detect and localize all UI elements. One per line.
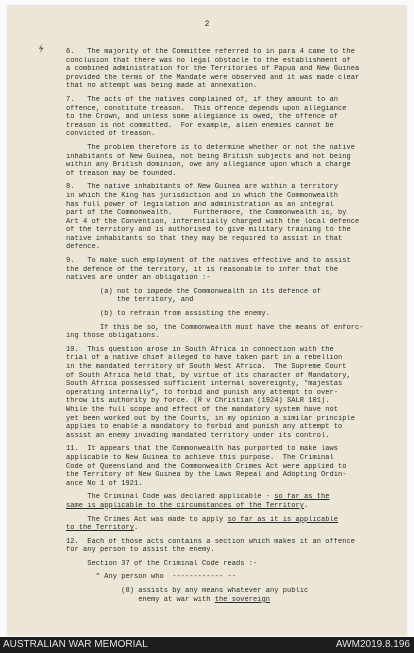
line-text: (8) assists by any means whatever any public [66,587,309,596]
text-line [66,560,396,569]
text-line [66,397,396,406]
text-line [66,183,396,192]
underlined-text: same is applicable to the circumstances of the Territory [66,501,305,510]
line-text: . [304,501,309,510]
text-line [66,170,396,179]
paragraph [66,516,396,533]
text-line [66,153,396,162]
page-number: 2 [204,20,210,29]
paragraph [66,257,396,283]
text-line [66,192,396,201]
paragraph [66,560,396,569]
text-line [66,372,396,381]
text-line [66,48,396,57]
line-text: the defence of the territory, it is reasonable to infer that the [66,265,339,274]
text-line [66,257,396,266]
text-line [66,324,396,333]
line-text: of treason may be founded. [66,169,177,178]
text-line [66,480,396,489]
text-line [66,445,396,454]
line-text: " Any person who ------------ -- [66,573,237,582]
paragraph [66,445,396,488]
text-line [66,573,396,582]
text-line [66,310,396,319]
line-text: of South Africa held that, by virtue of its character of Mandatory, [66,371,351,380]
text-line [66,346,396,355]
margin-mark: ⚡ [36,43,47,56]
footer-bar [0,637,414,653]
line-text: The Crimes Act was made to apply [66,515,228,524]
line-text: natives are under an obligation :- [66,274,211,283]
text-line [66,463,396,472]
line-text: native inhabitants so that they may be required to assist in that [66,234,343,243]
line-text: the Territory of New Guinea by the Laws Repeal and Adopting Ordin- [66,471,347,480]
text-line [66,296,396,305]
paragraph [66,346,396,441]
text-line [66,493,396,502]
text-line [66,454,396,463]
line-text: offence, constitute treason. This offence depends upon allegiance [66,104,347,113]
text-line [66,105,396,114]
line-text: While the full scope and effect of the mandatory system have not [66,405,339,414]
text-line [66,74,396,83]
text-line [66,288,396,297]
line-text: ing those obligations. [66,332,160,341]
text-line [66,538,396,547]
line-text: South Africa possessed sufficient internal sovereignty, "majestas [66,380,343,389]
text-line [66,161,396,170]
text-line [66,380,396,389]
footer-accession-number: AWM2019.8.196 [335,639,410,650]
line-text: The Criminal Code was declared applicable - [66,493,275,502]
line-text: If this be so, the Commonwealth must have the means of enforc- [66,323,364,332]
paragraph [66,96,396,139]
line-text: 12. Each of those acts contains a section which makes it an offence [66,537,356,546]
line-text: part of the Commonwealth. Furthermore, the Commonwealth is, by [66,209,347,218]
line-text: The problem therefore is to determine whether or not the native [66,143,356,152]
text-line [66,332,396,341]
line-text: Section 37 of the Criminal Code reads :- [66,559,258,568]
text-line [66,406,396,415]
line-text: provided the terms of the Mandate were observed and it was made clear [66,73,360,82]
underlined-text: so far as it is applicable [227,515,339,524]
line-text: throw its authority by force. (R v Christian (1924) SALR 101). [66,397,330,406]
text-line [66,209,396,218]
document-body [66,48,396,604]
document-page [8,6,406,635]
line-text: applicable to New Guinea to achieve this purpose. The Criminal [66,453,334,462]
line-text: operating internally", to forbid and punish any attempt to over- [66,388,339,397]
line-text: in which the King has jurisdiction and in which the Commonwealth [66,191,339,200]
text-line [66,354,396,363]
line-text: defence. [66,243,101,252]
paragraph [66,144,396,178]
line-text: Art 4 of the Convention, inferentially charged with the local defence [66,217,360,226]
text-line [66,471,396,480]
line-text: the territory, and [66,296,194,305]
line-text: 6. The majority of the Committee referred to in para 4 came to the [66,48,356,56]
text-line [66,502,396,511]
text-line [66,82,396,91]
paragraph [66,573,396,582]
line-text: a combined administration for the Territories of Papua and New Guinea [66,65,360,74]
line-text: 8. The native inhabitants of New Guinea are within a territory [66,183,339,192]
text-line [66,235,396,244]
line-text: in the mandated territory of South West Africa. The Supreme Court [66,363,347,371]
text-line [66,596,396,605]
line-text: for any person to assist the enemy. [66,546,215,555]
text-line [66,243,396,252]
text-line [66,432,396,441]
line-text: 11. It appears that the Commonwealth has purported to make laws [66,445,339,454]
line-text: has full power of legislation and administration as an integral [66,200,334,209]
text-line [66,516,396,525]
underlined-text: so far as the [274,493,330,502]
line-text: trial of a native chief alleged to have taken part in a rebellion [66,354,343,363]
paragraph [66,538,396,555]
line-text: assist an enemy invading mandated territory under its control. [66,431,330,440]
text-line [66,57,396,66]
line-text: 10. This question arose in South Africa in connection with the [66,345,334,354]
text-line [66,130,396,139]
line-text: within any British dominion, owe any allegiance upon which a charge [66,161,351,170]
paragraph [66,48,396,91]
paragraph [66,288,396,305]
text-line [66,546,396,555]
text-line [66,113,396,122]
line-text: (a) not to impede the Commonwealth in its defence of [66,287,322,296]
text-line [66,415,396,424]
text-line [66,65,396,74]
text-line [66,218,396,227]
paragraph [66,493,396,510]
line-text: Code of Queensland and the Commonwealth Crimes Act were applied to [66,462,347,471]
underlined-text: to the Territory [66,524,135,533]
line-text: 9. To make such employment of the natives effective and to assist [66,257,351,266]
line-text: yet been worked out by the Courts, in my opinion a similar principle [66,414,356,423]
text-line [66,587,396,596]
line-text: enemy at war with [66,595,215,604]
text-line [66,524,396,533]
text-line [66,363,396,372]
line-text: inhabitants of New Guinea, not being British subjects and not being [66,152,351,161]
text-line [66,144,396,153]
footer-source: AUSTRALIAN WAR MEMORIAL [3,639,148,650]
text-line [66,201,396,210]
line-text: . [134,524,139,533]
line-text: ance No 1 of 1921. [66,479,143,488]
line-text: applies to enable a mandatory to forbid and punish any attempt to [66,423,343,432]
underlined-text: the sovereign [214,595,271,604]
line-text: treason is not committed. For example, alien enemies cannot be [66,121,334,130]
text-line [66,389,396,398]
text-line [66,122,396,131]
paragraph [66,324,396,341]
line-text: 7. The acts of the natives complained of, if they amount to an [66,95,339,104]
line-text: conclusion that there was no legal obstacle to the establishment of [66,56,351,65]
line-text: (b) to refrain from assisting the enemy. [66,310,271,319]
text-line [66,274,396,283]
paragraph [66,183,396,252]
text-line [66,96,396,105]
text-line [66,423,396,432]
paragraph [66,587,396,604]
line-text: convicted of treason. [66,130,156,139]
line-text: of the territory and is authorised to give military training to the [66,226,351,235]
text-line [66,226,396,235]
line-text: to the Crown, and unless some allegiance is owed, the offence of [66,113,339,122]
text-line [66,266,396,275]
line-text: that no attempt was being made at annexation. [66,82,258,91]
paragraph [66,310,396,319]
